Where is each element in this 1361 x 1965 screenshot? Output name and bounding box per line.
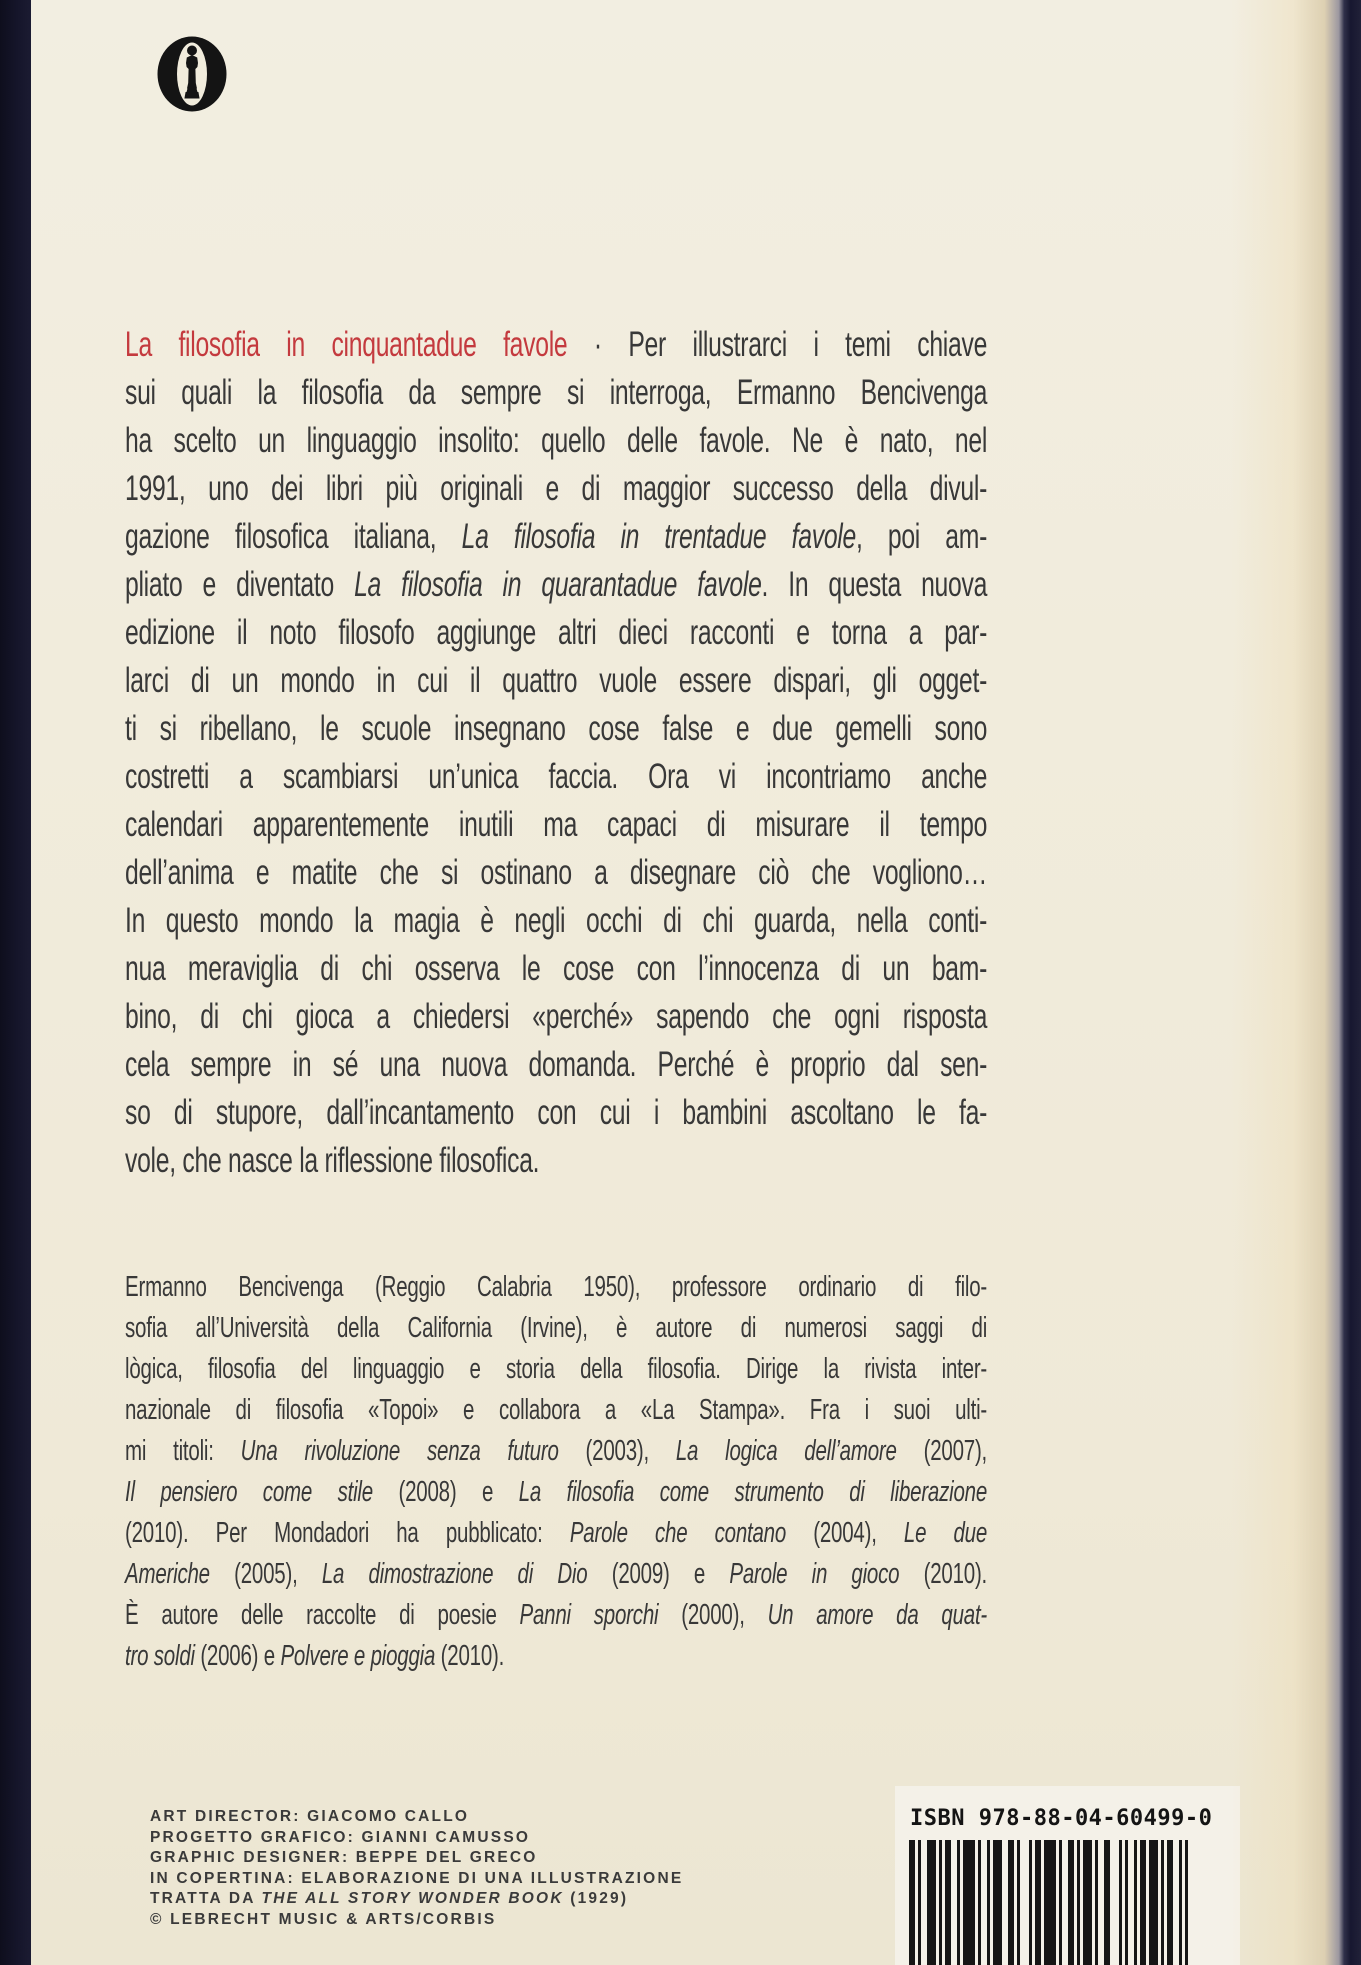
- italic-book-title: Americhe: [125, 1558, 210, 1590]
- statuette-icon: [157, 36, 227, 112]
- page-curl-shadow: [1231, 0, 1361, 1965]
- italic-book-title: Parole che contano: [569, 1517, 787, 1549]
- italic-book-title: Una rivoluzione senza futuro: [240, 1435, 559, 1467]
- blurb-line: vole, che nasce la riflessione filosofica.: [125, 1141, 540, 1180]
- bio-line: lògica, filosofia del linguaggio e storia della filosofia. Dirige la rivista inter-: [125, 1353, 988, 1385]
- italic-book-title: La filosofia in quarantadue favole: [354, 565, 762, 604]
- bio-line: Il pensiero come stile (2008) e La filosofia come strumento di liberazione: [125, 1476, 988, 1508]
- barcode-space: [1110, 1840, 1119, 1965]
- credits-block: [150, 1807, 770, 1931]
- blurb-line: In questo mondo la magia è negli occhi di chi guarda, nella conti-: [125, 901, 988, 940]
- barcode-bar: [1185, 1840, 1188, 1965]
- bio-line: Ermanno Bencivenga (Reggio Calabria 1950), professore ordinario di filo-: [125, 1271, 988, 1303]
- italic-book-title: THE ALL STORY WONDER BOOK: [261, 1890, 564, 1908]
- blurb-line: bino, di chi gioca a chiedersi «perché» sapendo che ogni risposta: [125, 997, 988, 1036]
- oscar-mondadori-logo-icon: [157, 36, 227, 112]
- credit-line: ART DIRECTOR: GIACOMO CALLO: [150, 1808, 470, 1825]
- italic-book-title: tro soldi: [125, 1640, 195, 1672]
- barcode-bar: [1083, 1840, 1092, 1965]
- blurb-line: costretti a scambiarsi un’unica faccia. Ora vi incontriamo anche: [125, 757, 988, 796]
- book-spine-edge: [0, 0, 31, 1965]
- blurb-line: larci di un mondo in cui il quattro vuole essere dispari, gli ogget-: [125, 661, 988, 700]
- italic-book-title: La filosofia come strumento di liberazione: [518, 1476, 988, 1508]
- blurb-line: nua meraviglia di chi osserva le cose con l’innocenza di un bam-: [125, 949, 988, 988]
- credit-line: TRATTA DA THE ALL STORY WONDER BOOK (1929): [150, 1890, 629, 1908]
- barcode-bar: [993, 1840, 1002, 1965]
- barcode-space: [1020, 1840, 1029, 1965]
- barcode-icon: [909, 1840, 1216, 1965]
- series-title-red: La filosofia in cinquantadue favole: [125, 325, 568, 364]
- credit-line: GRAPHIC DESIGNER: BEPPE DEL GRECO: [150, 1849, 538, 1867]
- blurb-line: calendari apparentemente inutili ma capaci di misurare il tempo: [125, 805, 988, 844]
- blurb-line: so di stupore, dall’incantamento con cui i bambini ascoltano le fa-: [125, 1093, 988, 1132]
- bio-line: (2010). Per Mondadori ha pubblicato: Parole che contano (2004), Le due: [125, 1517, 988, 1549]
- barcode-bar: [927, 1840, 936, 1965]
- blurb-line: edizione il noto filosofo aggiunge altri dieci racconti e torna a par-: [125, 613, 988, 652]
- italic-book-title: Le due: [903, 1517, 988, 1549]
- bio-line: mi titoli: Una rivoluzione senza futuro (2003), La logica dell’amore (2007),: [125, 1435, 988, 1467]
- blurb-line: La filosofia in cinquantadue favole · Per illustrarci i temi chiave: [125, 325, 988, 364]
- bio-line: sofia all’Università della California (Irvine), è autore di numerosi saggi di: [125, 1312, 988, 1344]
- blurb-line: dell’anima e matite che si ostinano a disegnare ciò che vogliono…: [125, 853, 988, 892]
- isbn-block: [895, 1786, 1240, 1965]
- italic-book-title: Panni sporchi: [519, 1599, 659, 1631]
- italic-book-title: Polvere e pioggia: [280, 1640, 436, 1672]
- blurb-line: sui quali la filosofia da sempre si interroga, Ermanno Bencivenga: [125, 373, 988, 412]
- barcode-bar: [963, 1840, 975, 1965]
- blurb-line: gazione filosofica italiana, La filosofia in trentadue favole, poi am-: [125, 517, 988, 556]
- blurb-line: ha scelto un linguaggio insolito: quello delle favole. Ne è nato, nel: [125, 421, 988, 460]
- italic-book-title: La filosofia in trentadue favole: [461, 517, 856, 556]
- bio-line: tro soldi (2006) e Polvere e pioggia (2010).: [125, 1640, 505, 1672]
- isbn-number: ISBN 978-88-04-60499-0: [910, 1806, 1213, 1831]
- italic-book-title: Parole in gioco: [729, 1558, 900, 1590]
- italic-book-title: Un amore da quat-: [767, 1599, 988, 1631]
- blurb-line: cela sempre in sé una nuova domanda. Perché è proprio dal sen-: [125, 1045, 988, 1084]
- author-bio-paragraph: [125, 1267, 987, 1677]
- credit-line: PROGETTO GRAFICO: GIANNI CAMUSSO: [150, 1828, 531, 1846]
- blurb-line: pliato e diventato La filosofia in quarantadue favole. In questa nuova: [125, 565, 988, 604]
- barcode-bar: [1044, 1840, 1056, 1965]
- bio-line: Americhe (2005), La dimostrazione di Dio (2009) e Parole in gioco (2010).: [125, 1558, 988, 1590]
- italic-book-title: La logica dell’amore: [675, 1435, 897, 1467]
- italic-book-title: La dimostrazione di Dio: [321, 1558, 588, 1590]
- blurb-paragraph: [125, 321, 987, 1185]
- credit-line: © LEBRECHT MUSIC & ARTS/CORBIS: [150, 1910, 497, 1928]
- blurb-line: 1991, uno dei libri più originali e di maggior successo della divul-: [125, 469, 988, 508]
- credit-line: IN COPERTINA: ELABORAZIONE DI UNA ILLUSTRAZIONE: [150, 1869, 684, 1887]
- italic-book-title: Il pensiero come stile: [125, 1476, 373, 1508]
- blurb-line: ti si ribellano, le scuole insegnano cose false e due gemelli sono: [125, 709, 988, 748]
- bio-line: nazionale di filosofia «Topoi» e collabora a «La Stampa». Fra i suoi ulti-: [125, 1394, 988, 1426]
- barcode-bar: [1149, 1840, 1158, 1965]
- bio-line: È autore delle raccolte di poesie Panni sporchi (2000), Un amore da quat-: [125, 1599, 988, 1631]
